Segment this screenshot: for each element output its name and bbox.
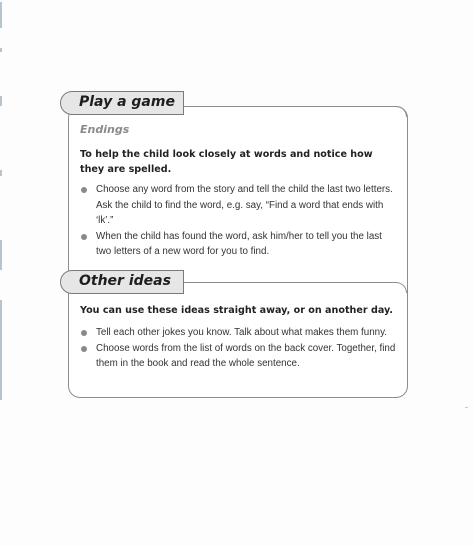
page-edge-mark [0,96,2,106]
list-item [80,229,398,260]
bullet-dot-icon [81,330,87,336]
list-item-text: Choose any word from the story and tell the child the last two letters. Ask the child to find the word, e.g. say, “Find a word that ends with ‘lk’.” [96,184,393,226]
section-subheading-endings: Endings [80,123,130,136]
bullet-list [80,182,398,260]
section-heading-other-ideas: Other ideas [60,270,184,294]
section-intro: To help the child look closely at words and notice how they are spelled. [80,149,373,175]
bullet-dot-icon [81,187,87,193]
list-item-text: When the child has found the word, ask him/her to tell you the last two letters of a new word for you to find. [96,230,382,257]
list-item-text: Tell each other jokes you know. Talk about what makes them funny. [96,327,387,338]
section-intro: You can use these ideas straight away, or on another day. [80,305,394,316]
section-tab-rule [183,106,407,117]
bullet-dot-icon [81,346,87,352]
section-tab-rule [183,282,407,293]
page-edge-mark [0,240,2,270]
list-item [80,341,398,372]
bullet-list [80,325,398,372]
list-item-text: Choose words from the list of words on the back cover. Together, find them in the book and read the whole sentence. [96,342,396,369]
page-edge-mark [0,300,2,400]
page-mark [465,407,468,408]
section-heading-play-a-game: Play a game [60,91,184,115]
page-edge-mark [0,2,2,28]
page-edge-mark [0,170,2,176]
list-item [80,182,398,229]
bullet-dot-icon [81,234,87,240]
page-edge-mark [0,48,2,52]
list-item [80,325,398,341]
